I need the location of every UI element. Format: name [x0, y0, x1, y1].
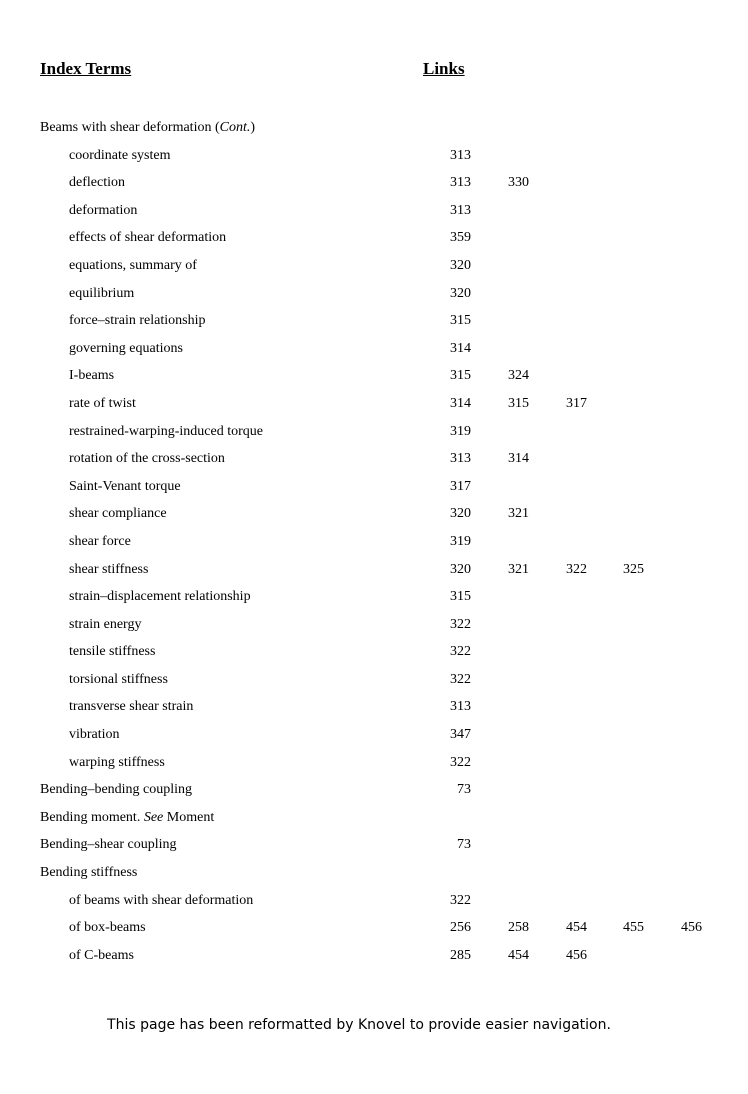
- index-entry: [0, 586, 748, 614]
- index-entry: [0, 255, 748, 283]
- index-entry: [0, 172, 748, 200]
- index-entry: [0, 365, 748, 393]
- index-subterm: [69, 644, 155, 660]
- term-text: coordinate system: [69, 147, 171, 163]
- term-text: Bending stiffness: [40, 865, 138, 881]
- page-link[interactable]: 320: [450, 285, 471, 301]
- index-entry: [0, 448, 748, 476]
- term-text-after: ): [250, 120, 256, 135]
- index-subterm: [69, 755, 165, 771]
- index-subterm: [69, 506, 167, 522]
- index-subterm: [69, 672, 168, 688]
- page-link[interactable]: 73: [457, 782, 471, 798]
- index-entry: [0, 614, 748, 642]
- term-text: rate of twist: [69, 395, 136, 411]
- index-subterm: [69, 534, 131, 550]
- term-italic-text: See: [143, 809, 164, 825]
- term-text: deformation: [69, 202, 138, 218]
- index-entry: [0, 393, 748, 421]
- term-text: strain–displacement relationship: [69, 589, 251, 605]
- index-entry: [0, 503, 748, 531]
- index-subterm: [69, 562, 148, 578]
- page-link[interactable]: 313: [450, 175, 471, 191]
- term-text: Beams with shear deformation (: [40, 120, 220, 135]
- index-entry: [0, 807, 748, 835]
- index-subterm: [69, 479, 181, 495]
- page-link[interactable]: 330: [508, 175, 529, 191]
- term-text: warping stiffness: [69, 754, 165, 770]
- page-link[interactable]: 314: [450, 395, 471, 411]
- term-text-after: Moment: [163, 809, 215, 825]
- index-entry: [0, 669, 748, 697]
- page-link[interactable]: 319: [450, 423, 471, 439]
- page-link[interactable]: 256: [450, 920, 471, 936]
- index-entry: [0, 779, 748, 807]
- page-link[interactable]: 359: [450, 230, 471, 246]
- term-text: rotation of the cross-section: [69, 451, 225, 467]
- page-link[interactable]: 319: [450, 533, 471, 549]
- page-link[interactable]: 320: [450, 506, 471, 522]
- index-subterm: [69, 589, 251, 605]
- page-link[interactable]: 313: [450, 699, 471, 715]
- page-link[interactable]: 313: [450, 147, 471, 163]
- term-text: force–strain relationship: [69, 313, 206, 329]
- page-link[interactable]: 320: [450, 561, 471, 577]
- index-subterm: [69, 617, 141, 633]
- index-subterm: [69, 948, 134, 964]
- index-entry: [0, 283, 748, 311]
- index-entry: [0, 559, 748, 587]
- index-subterm: [69, 203, 137, 219]
- index-entry: [0, 862, 748, 890]
- page-link[interactable]: 322: [450, 644, 471, 660]
- term-text: deflection: [69, 175, 125, 191]
- term-text: shear force: [69, 533, 131, 549]
- page-link[interactable]: 455: [623, 920, 644, 936]
- index-entry: [0, 338, 748, 366]
- index-subterm: [69, 727, 120, 743]
- index-subterm: [69, 699, 193, 715]
- index-entry: [0, 696, 748, 724]
- index-subterm: [69, 258, 197, 274]
- term-text: shear compliance: [69, 506, 167, 522]
- page-link[interactable]: 314: [450, 340, 471, 356]
- index-entry: [0, 945, 748, 973]
- term-text: effects of shear deformation: [69, 230, 227, 246]
- index-entry: [0, 641, 748, 669]
- index-subterm: [69, 175, 125, 191]
- page-link[interactable]: 285: [450, 947, 471, 963]
- page-link[interactable]: 322: [450, 754, 471, 770]
- index-entry: [0, 890, 748, 918]
- term-text: shear stiffness: [69, 561, 149, 577]
- term-text: governing equations: [69, 340, 183, 356]
- page-link[interactable]: 73: [457, 837, 471, 853]
- links-header: Links: [423, 59, 465, 78]
- index-subterm: [69, 451, 225, 467]
- index-term: [40, 810, 214, 826]
- term-text: Bending moment.: [40, 809, 144, 825]
- index-entry: [0, 227, 748, 255]
- page-link[interactable]: 317: [566, 395, 587, 411]
- term-text: strain energy: [69, 616, 142, 632]
- term-text: tensile stiffness: [69, 644, 156, 660]
- term-text: equations, summary of: [69, 257, 197, 273]
- knovel-footer-note: This page has been reformatted by Knovel to provide easier navigation.: [107, 1017, 611, 1033]
- term-text: I-beams: [69, 368, 115, 384]
- index-subterm: [69, 313, 205, 329]
- term-text: torsional stiffness: [69, 671, 168, 687]
- index-subterm: [69, 920, 146, 936]
- term-text: Bending–shear coupling: [40, 837, 177, 853]
- page-link[interactable]: 313: [450, 202, 471, 218]
- page-link[interactable]: 320: [450, 257, 471, 273]
- index-entry: [0, 476, 748, 504]
- index-term: [40, 837, 176, 853]
- term-text: equilibrium: [69, 285, 135, 301]
- page-link[interactable]: 321: [508, 506, 529, 522]
- index-term: [40, 865, 137, 881]
- term-italic-text: Cont.: [219, 120, 251, 135]
- page-link[interactable]: 258: [508, 920, 529, 936]
- index-subterm: [69, 230, 226, 246]
- index-entry: [0, 752, 748, 780]
- page-link[interactable]: 454: [566, 920, 587, 936]
- term-text: of box-beams: [69, 920, 146, 936]
- index-entry: [0, 531, 748, 559]
- index-term: [40, 120, 255, 136]
- page-link[interactable]: 456: [566, 947, 587, 963]
- page-link[interactable]: 313: [450, 451, 471, 467]
- index-subterm: [69, 341, 183, 357]
- index-subterm: [69, 893, 253, 909]
- page-link[interactable]: 322: [566, 561, 587, 577]
- index-subterm: [69, 424, 263, 440]
- page-link[interactable]: 454: [508, 947, 529, 963]
- index-subterm: [69, 148, 170, 164]
- index-subterm: [69, 368, 114, 384]
- page-link[interactable]: 456: [681, 920, 702, 936]
- index-entries: [0, 117, 748, 972]
- term-text: transverse shear strain: [69, 699, 194, 715]
- page-link[interactable]: 314: [508, 451, 529, 467]
- page-link[interactable]: 317: [450, 478, 471, 494]
- index-terms-header: Index Terms: [40, 59, 132, 78]
- page-link[interactable]: 315: [508, 395, 529, 411]
- index-entry: [0, 917, 748, 945]
- page-link[interactable]: 321: [508, 561, 529, 577]
- page-link[interactable]: 325: [623, 561, 644, 577]
- page-link[interactable]: 322: [450, 616, 471, 632]
- page-link[interactable]: 315: [450, 368, 471, 384]
- page-link[interactable]: 322: [450, 671, 471, 687]
- index-entry: [0, 724, 748, 752]
- index-entry: [0, 421, 748, 449]
- term-text: of beams with shear deformation: [69, 892, 254, 908]
- term-text: restrained-warping-induced torque: [69, 423, 263, 439]
- term-text: of C-beams: [69, 947, 134, 963]
- term-text: Saint-Venant torque: [69, 478, 181, 494]
- index-term: [40, 782, 192, 798]
- index-entry: [0, 310, 748, 338]
- index-subterm: [69, 396, 136, 412]
- index-entry: [0, 200, 748, 228]
- term-text: vibration: [69, 727, 120, 743]
- page-link[interactable]: 315: [450, 313, 471, 329]
- page-link[interactable]: 324: [508, 368, 529, 384]
- term-text: Bending–bending coupling: [40, 782, 193, 798]
- index-entry: [0, 834, 748, 862]
- page-link[interactable]: 347: [450, 727, 471, 743]
- index-subterm: [69, 286, 134, 302]
- page-link[interactable]: 322: [450, 892, 471, 908]
- page-link[interactable]: 315: [450, 589, 471, 605]
- index-entry: [0, 145, 748, 173]
- index-entry: [0, 117, 748, 145]
